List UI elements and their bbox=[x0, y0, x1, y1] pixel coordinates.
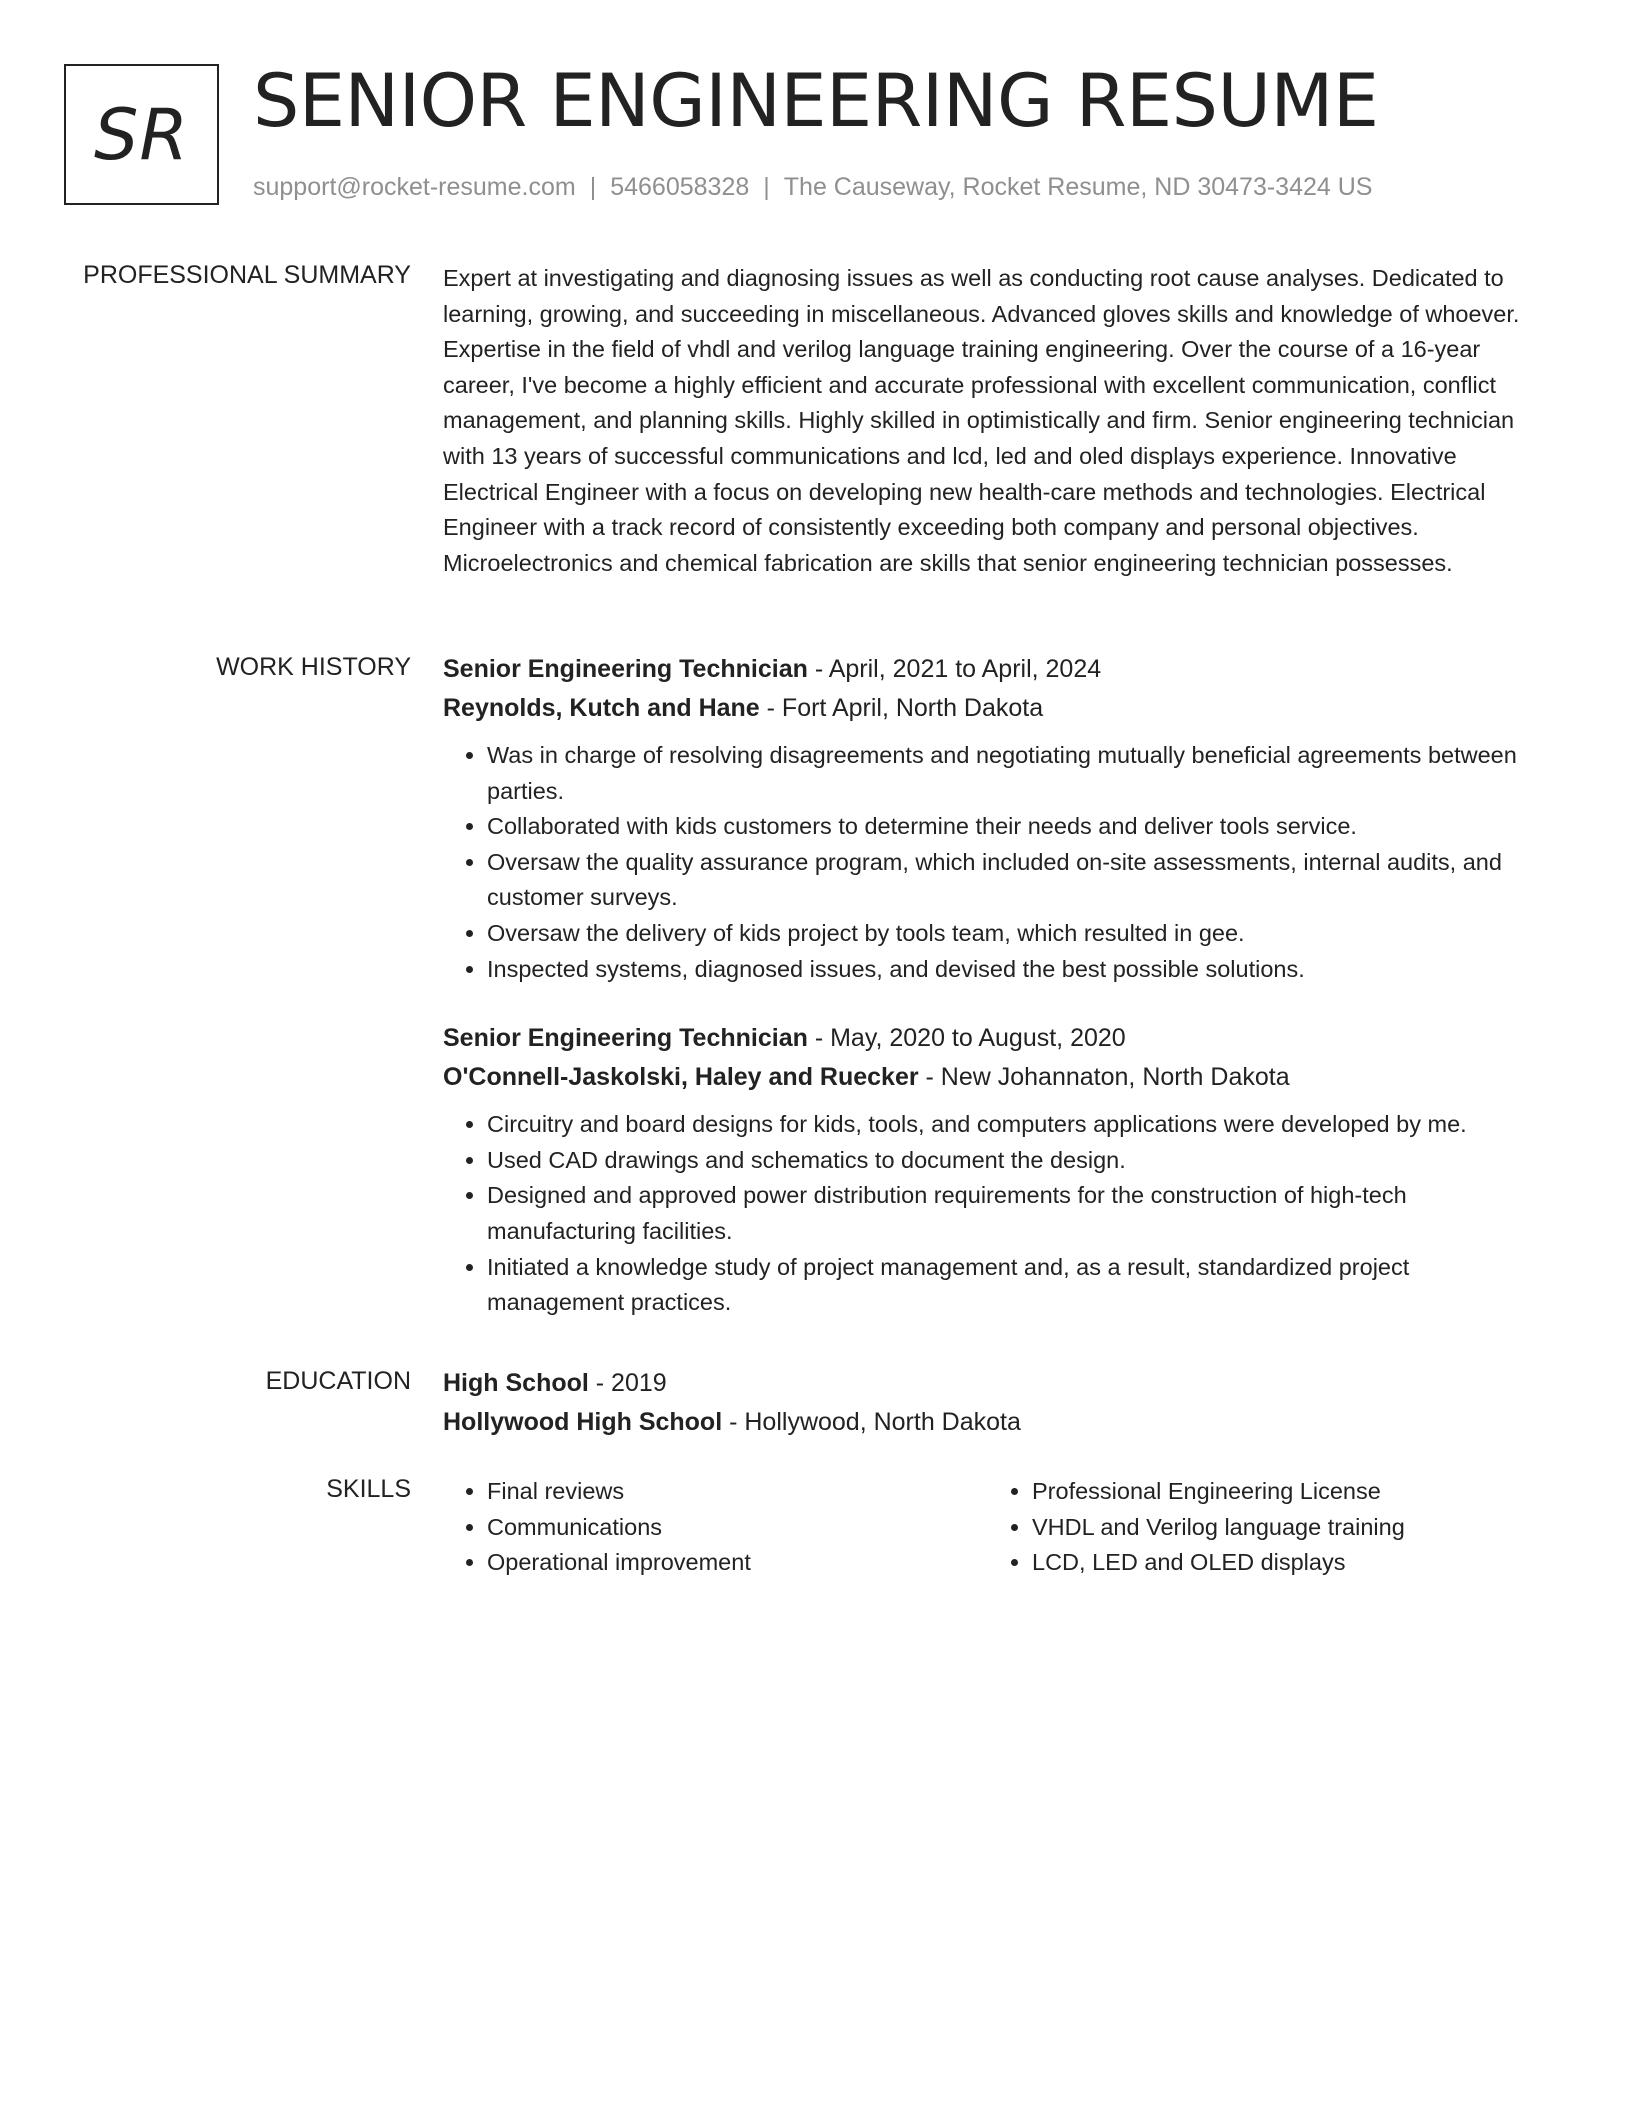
education-degree: High School bbox=[443, 1369, 589, 1397]
job-bullet-list bbox=[443, 738, 1543, 987]
job-company-line bbox=[443, 689, 1543, 728]
list-item: • Circuitry and board designs for kids, tools, and computers applications were developed by me. bbox=[487, 1107, 1543, 1143]
education-degree-line bbox=[443, 1364, 1543, 1403]
job-bullet-list bbox=[443, 1107, 1543, 1321]
skills-columns bbox=[443, 1474, 1543, 1584]
job-company: O'Connell-Jaskolski, Haley and Ruecker bbox=[443, 1063, 919, 1092]
job-location: - New Johannaton, North Dakota bbox=[918, 1063, 1290, 1092]
resume-header bbox=[64, 59, 1564, 214]
education-location: - Hollywood, North Dakota bbox=[722, 1408, 1021, 1436]
list-item: • Inspected systems, diagnosed issues, and devised the best possible solutions. bbox=[487, 952, 1543, 988]
job-company: Reynolds, Kutch and Hane bbox=[443, 694, 760, 722]
list-item: • Final reviews bbox=[487, 1474, 751, 1510]
list-item: • Initiated a knowledge study of project management and, as a result, standardized project management practices. bbox=[487, 1250, 1543, 1321]
list-item: • LCD, LED and OLED displays bbox=[1032, 1545, 1405, 1581]
list-item: • Was in charge of resolving disagreements and negotiating mutually beneficial agreements between parties. bbox=[487, 738, 1543, 809]
education-year: - 2019 bbox=[588, 1369, 667, 1397]
skills-list-left bbox=[443, 1474, 751, 1581]
list-item: • Collaborated with kids customers to determine their needs and deliver tools service. bbox=[487, 809, 1543, 845]
section-label-summary: PROFESSIONAL SUMMARY bbox=[83, 261, 411, 289]
education-body bbox=[443, 1364, 1543, 1442]
job-location: - Fort April, North Dakota bbox=[759, 694, 1044, 722]
skills-body bbox=[443, 1474, 1543, 1584]
job-dates: - May, 2020 to August, 2020 bbox=[807, 1024, 1126, 1053]
job-title: Senior Engineering Technician bbox=[443, 655, 808, 683]
page-title: SENIOR ENGINEERING RESUME bbox=[253, 59, 1379, 144]
list-item: • Used CAD drawings and schematics to document the design. bbox=[487, 1143, 1543, 1179]
work-history-body bbox=[443, 650, 1543, 1321]
job-entry bbox=[443, 1019, 1543, 1321]
list-item: • Professional Engineering License bbox=[1032, 1474, 1405, 1510]
education-school: Hollywood High School bbox=[443, 1408, 723, 1436]
contact-separator: | bbox=[589, 173, 597, 201]
contact-phone[interactable]: 5466058328 bbox=[610, 173, 750, 201]
education-school-line bbox=[443, 1403, 1543, 1442]
section-label-work-history: WORK HISTORY bbox=[216, 653, 411, 681]
contact-line bbox=[253, 172, 1372, 202]
list-item: • Designed and approved power distribution requirements for the construction of high-tech manufacturing facilities. bbox=[487, 1178, 1543, 1249]
skills-list-right bbox=[988, 1474, 1405, 1581]
list-item: • VHDL and Verilog language training bbox=[1032, 1510, 1405, 1546]
section-label-skills: SKILLS bbox=[326, 1475, 411, 1503]
monogram-logo: SR bbox=[64, 64, 219, 205]
list-item: • Communications bbox=[487, 1510, 751, 1546]
job-title-line bbox=[443, 1019, 1543, 1058]
list-item: • Oversaw the delivery of kids project by tools team, which resulted in gee. bbox=[487, 916, 1543, 952]
summary-text: Expert at investigating and diagnosing issues as well as conducting root cause analyses. Dedicated to learning, growing, and succeeding in miscellaneous. Advanced gloves skills and knowledge of whoever. Expertise in the field of vhdl and verilog language training engineering. Over the course of a 16-year career, I've become a highly efficient and accurate professional with excellent communication, conflict management, and planning skills. Highly skilled in optimistically and firm. Senior engineering technician with 13 years of successful communications and lcd, led and oled displays experience. Innovative Electrical Engineer with a focus on developing new health-care methods and technologies. Electrical Engineer with a track record of consistently exceeding both company and personal objectives. Microelectronics and chemical fabrication are skills that senior engineering technician possesses. bbox=[443, 265, 1520, 576]
summary-body bbox=[443, 261, 1543, 581]
job-title: Senior Engineering Technician bbox=[443, 1024, 808, 1053]
section-label-education: EDUCATION bbox=[265, 1367, 411, 1395]
job-entry bbox=[443, 650, 1543, 987]
contact-address: The Causeway, Rocket Resume, ND 30473-3424 US bbox=[783, 173, 1373, 201]
job-title-line bbox=[443, 650, 1543, 689]
job-company-line bbox=[443, 1058, 1543, 1097]
job-dates: - April, 2021 to April, 2024 bbox=[807, 655, 1102, 683]
list-item: • Oversaw the quality assurance program, which included on-site assessments, internal audits, and customer surveys. bbox=[487, 845, 1543, 916]
list-item: • Operational improvement bbox=[487, 1545, 751, 1581]
contact-email[interactable]: support@rocket-resume.com bbox=[253, 173, 576, 201]
contact-separator: | bbox=[763, 173, 770, 201]
